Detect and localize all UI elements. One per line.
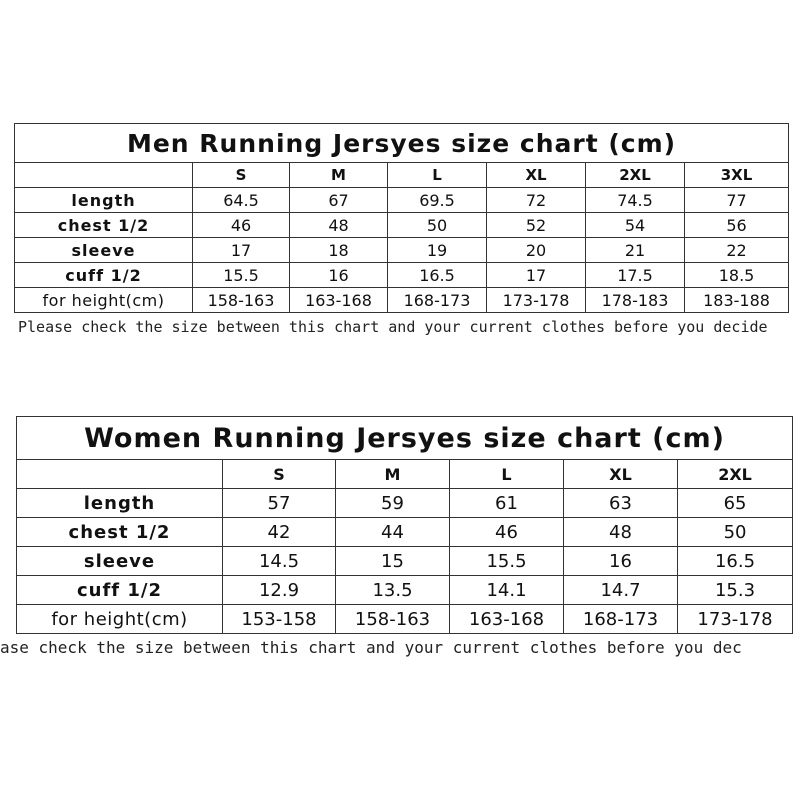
- women-cell: 168-173: [564, 605, 678, 634]
- women-cell: 46: [450, 518, 564, 547]
- women-row-cuff: [17, 576, 793, 605]
- men-cell: 46: [193, 213, 290, 238]
- men-size-note: Please check the size between this chart and your current clothes before you decide: [18, 318, 768, 336]
- men-row-length: [15, 188, 789, 213]
- men-size-chart: [14, 123, 789, 313]
- men-cell: 22: [685, 238, 789, 263]
- men-cell: 67: [290, 188, 388, 213]
- women-cell: 158-163: [336, 605, 450, 634]
- men-size-header: 3XL: [685, 163, 789, 188]
- women-row-sleeve: [17, 547, 793, 576]
- men-size-header: 2XL: [586, 163, 685, 188]
- men-row-label: sleeve: [15, 238, 193, 263]
- men-cell: 183-188: [685, 288, 789, 313]
- women-cell: 16: [564, 547, 678, 576]
- women-size-header: S: [223, 460, 336, 489]
- men-cell: 18.5: [685, 263, 789, 288]
- women-cell: 50: [678, 518, 793, 547]
- men-cell: 15.5: [193, 263, 290, 288]
- men-cell: 20: [487, 238, 586, 263]
- women-cell: 44: [336, 518, 450, 547]
- men-cell: 69.5: [388, 188, 487, 213]
- women-cell: 14.7: [564, 576, 678, 605]
- women-cell: 57: [223, 489, 336, 518]
- men-cell: 56: [685, 213, 789, 238]
- men-cell: 16: [290, 263, 388, 288]
- women-cell: 42: [223, 518, 336, 547]
- women-size-header: L: [450, 460, 564, 489]
- women-cell: 16.5: [678, 547, 793, 576]
- men-cell: 48: [290, 213, 388, 238]
- men-cell: 21: [586, 238, 685, 263]
- women-cell: 173-178: [678, 605, 793, 634]
- women-cell: 14.5: [223, 547, 336, 576]
- women-cell: 59: [336, 489, 450, 518]
- men-cell: 178-183: [586, 288, 685, 313]
- women-size-header: XL: [564, 460, 678, 489]
- men-cell: 158-163: [193, 288, 290, 313]
- women-row-length: [17, 489, 793, 518]
- men-cell: 173-178: [487, 288, 586, 313]
- women-cell: 163-168: [450, 605, 564, 634]
- women-cell: 15.3: [678, 576, 793, 605]
- men-row-label: length: [15, 188, 193, 213]
- women-cell: 15.5: [450, 547, 564, 576]
- men-cell: 74.5: [586, 188, 685, 213]
- women-size-header: M: [336, 460, 450, 489]
- women-row-label: sleeve: [17, 547, 223, 576]
- women-cell: 15: [336, 547, 450, 576]
- men-row-height: [15, 288, 789, 313]
- men-size-header: M: [290, 163, 388, 188]
- men-size-header: XL: [487, 163, 586, 188]
- women-cell: 63: [564, 489, 678, 518]
- women-row-label: for height(cm): [17, 605, 223, 634]
- women-row-label: length: [17, 489, 223, 518]
- men-row-label: for height(cm): [15, 288, 193, 313]
- men-header-empty: [15, 163, 193, 188]
- men-cell: 17: [193, 238, 290, 263]
- men-row-label: cuff 1/2: [15, 263, 193, 288]
- women-cell: 65: [678, 489, 793, 518]
- men-row-sleeve: [15, 238, 789, 263]
- women-header-empty: [17, 460, 223, 489]
- women-cell: 13.5: [336, 576, 450, 605]
- women-cell: 12.9: [223, 576, 336, 605]
- men-cell: 19: [388, 238, 487, 263]
- men-cell: 54: [586, 213, 685, 238]
- men-size-header: S: [193, 163, 290, 188]
- women-row-chest: [17, 518, 793, 547]
- women-size-note: ase check the size between this chart and your current clothes before you dec: [0, 638, 742, 657]
- men-chart-title: Men Running Jersyes size chart (cm): [15, 124, 789, 163]
- women-size-chart: [16, 416, 793, 634]
- women-chart-title: Women Running Jersyes size chart (cm): [17, 417, 793, 460]
- women-row-height: [17, 605, 793, 634]
- men-cell: 168-173: [388, 288, 487, 313]
- men-cell: 77: [685, 188, 789, 213]
- women-size-header: 2XL: [678, 460, 793, 489]
- women-cell: 48: [564, 518, 678, 547]
- men-cell: 50: [388, 213, 487, 238]
- men-cell: 17: [487, 263, 586, 288]
- men-row-chest: [15, 213, 789, 238]
- men-cell: 72: [487, 188, 586, 213]
- men-cell: 18: [290, 238, 388, 263]
- men-cell: 17.5: [586, 263, 685, 288]
- women-cell: 153-158: [223, 605, 336, 634]
- men-row-label: chest 1/2: [15, 213, 193, 238]
- women-row-label: cuff 1/2: [17, 576, 223, 605]
- men-size-header: L: [388, 163, 487, 188]
- women-row-label: chest 1/2: [17, 518, 223, 547]
- men-cell: 16.5: [388, 263, 487, 288]
- men-cell: 52: [487, 213, 586, 238]
- men-row-cuff: [15, 263, 789, 288]
- men-cell: 64.5: [193, 188, 290, 213]
- men-cell: 163-168: [290, 288, 388, 313]
- women-cell: 61: [450, 489, 564, 518]
- women-cell: 14.1: [450, 576, 564, 605]
